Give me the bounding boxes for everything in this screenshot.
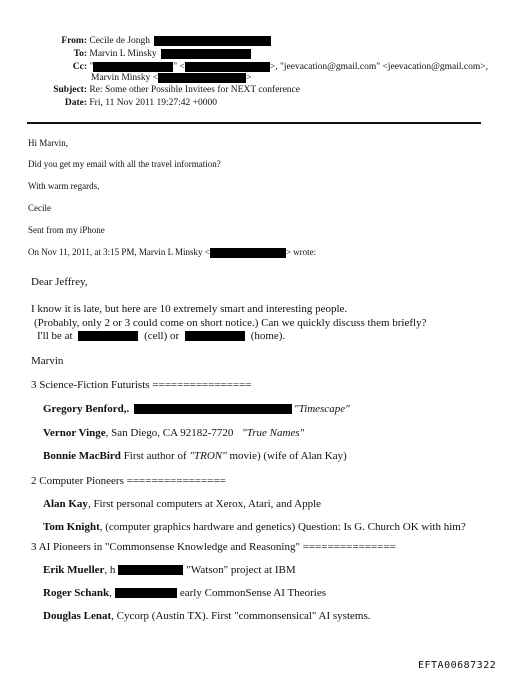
invitee-work: "Timescape": [294, 403, 350, 415]
quote-intro-text: On Nov 11, 2011, at 3:15 PM, Marvin L Minsky <: [28, 247, 210, 258]
invitee-details: ,: [109, 587, 112, 599]
subject-line: [20, 86, 300, 96]
invitee-work: "True Names": [242, 427, 305, 439]
quoted-greeting: Dear Jeffrey,: [31, 276, 88, 288]
invitee-name: Alan Kay: [43, 498, 88, 510]
invitee-name: Vernor Vinge: [43, 427, 106, 439]
redaction-block: [161, 49, 251, 59]
bates-number: EFTA00687322: [418, 660, 497, 671]
invitee-details: , First personal computers at Xerox, Atari, and Apple: [87, 498, 322, 510]
reply-closing: With warm regards,: [28, 181, 100, 191]
date-line: [20, 99, 217, 109]
cc-rest: >, "jeevacation@gmail.com" <jeevacation@gmail.com>,: [269, 62, 488, 73]
cc-line-2: [91, 73, 251, 84]
date-text: Fri, 11 Nov 2011 19:27:42 +0000: [89, 98, 218, 108]
cc-quote-open: ": [89, 62, 94, 73]
invitee-entry: [43, 522, 466, 533]
to-name: Marvin L Minsky: [89, 49, 157, 60]
phone-home: (home).: [250, 330, 286, 342]
invitee-entry: [43, 404, 350, 415]
header-divider: [27, 122, 481, 124]
section-heading: 2 Computer Pioneers ================: [31, 475, 226, 487]
redaction-block: [154, 36, 271, 46]
section-heading: 3 AI Pioneers in "Commonsense Knowledge and Reasoning" ===============: [31, 541, 396, 553]
redaction-block: [210, 248, 286, 258]
redaction-block: [134, 404, 292, 414]
quote-intro: [28, 248, 316, 258]
invitee-entry: [43, 588, 326, 599]
subject-label: Subject:: [53, 85, 87, 95]
phone-cell: (cell) or: [144, 330, 180, 342]
invitee-details: early CommonSense AI Theories: [179, 587, 327, 599]
invitee-details: , Cycorp (Austin TX). First "commonsensical" AI systems.: [111, 610, 371, 622]
redaction-block: [78, 331, 138, 341]
invitee-name: Bonnie MacBird: [43, 450, 121, 462]
quote-intro-wrote: > wrote:: [285, 247, 317, 258]
quoted-line-2: (Probably, only 2 or 3 could come on short notice.) Can we quickly discuss them briefly?: [34, 317, 427, 329]
invitee-entry: [43, 451, 347, 462]
section-heading: 3 Science-Fiction Futurists ================: [31, 379, 252, 391]
invitee-name: Erik Mueller: [43, 564, 105, 576]
redaction-block: [185, 62, 270, 72]
subject-text: Re: Some other Possible Invitees for NEXT conference: [89, 85, 300, 95]
date-label: Date:: [64, 98, 87, 108]
reply-greeting: Hi Marvin,: [28, 138, 68, 148]
cc-quote-close: " <: [173, 62, 185, 73]
quoted-signoff: Marvin: [31, 355, 64, 367]
invitee-details: movie) (wife of Alan Kay): [226, 450, 347, 462]
from-label: From:: [61, 36, 87, 47]
invitee-name: Douglas Lenat: [43, 610, 112, 622]
invitee-name: Tom Knight: [43, 521, 100, 533]
to-line: [20, 49, 251, 60]
cc-line2-close: >: [246, 73, 252, 84]
to-label: To:: [73, 49, 87, 60]
invitee-entry: [43, 499, 321, 510]
invitee-details: First author of: [120, 450, 190, 462]
cc-label: Cc:: [72, 62, 87, 73]
reply-question: Did you get my email with all the travel information?: [28, 159, 221, 169]
redaction-block: [185, 331, 245, 341]
invitee-details: , San Diego, CA 92182-7720: [105, 427, 234, 439]
quoted-line-3: [37, 331, 285, 342]
redaction-block: [158, 73, 246, 83]
reply-signature: Cecile: [28, 203, 51, 213]
invitee-details: "Watson" project at IBM: [186, 564, 296, 576]
redaction-block: [115, 588, 177, 598]
invitee-work: "TRON": [189, 450, 227, 462]
invitee-name: Roger Schank: [43, 587, 110, 599]
invitee-entry: [43, 611, 370, 622]
cc-line2-text: Marvin Minsky <: [91, 73, 159, 84]
cc-line: [20, 62, 488, 73]
invitee-entry: [43, 428, 304, 439]
from-name: Cecile de Jongh: [89, 36, 151, 47]
from-line: [20, 36, 271, 47]
quoted-line-1: I know it is late, but here are 10 extremely smart and interesting people.: [31, 303, 348, 315]
invitee-details: , h: [104, 564, 116, 576]
invitee-details: , (computer graphics hardware and genetics) Question: Is G. Church OK with him?: [99, 521, 466, 533]
redaction-block: [93, 62, 173, 72]
invitee-name: Gregory Benford,.: [43, 403, 130, 415]
reply-sent-from: Sent from my iPhone: [28, 225, 105, 235]
phone-intro: I'll be at: [37, 330, 73, 342]
invitee-entry: [43, 565, 296, 576]
redaction-block: [118, 565, 183, 575]
